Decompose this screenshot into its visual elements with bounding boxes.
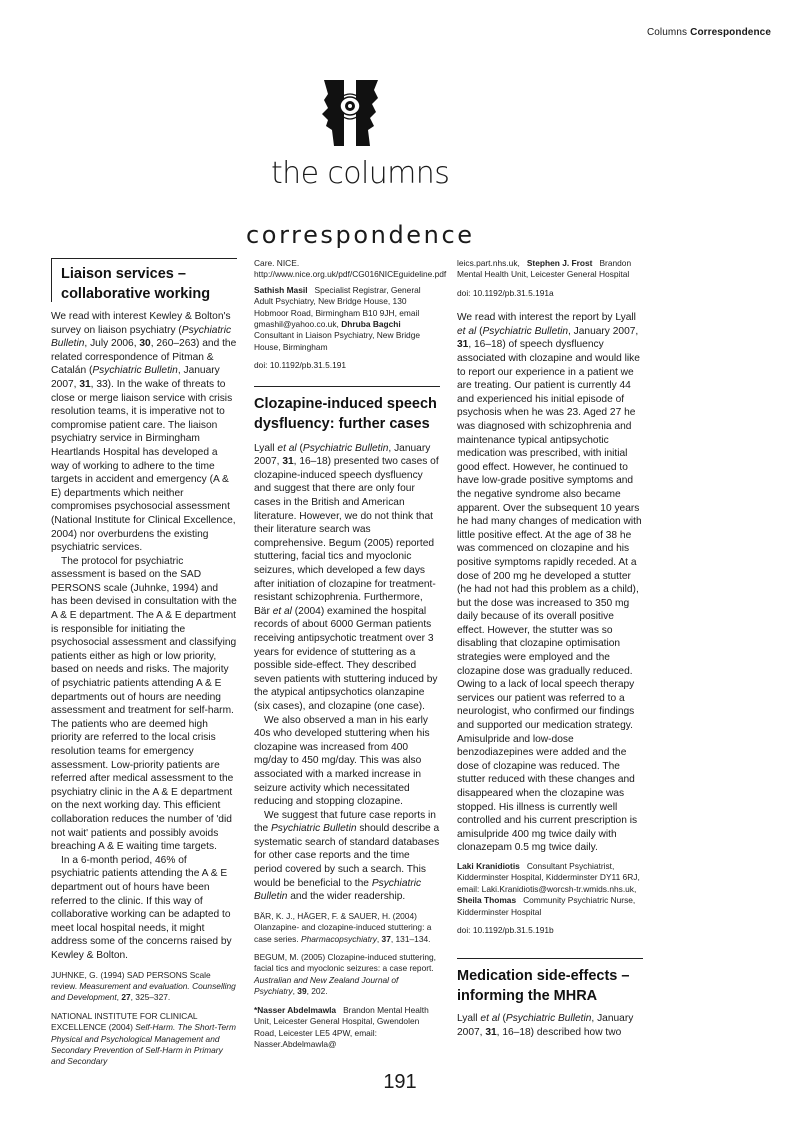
author-block: leics.part.nhs.uk, Stephen J. Frost Brandon Mental Health Unit, Leicester General Hospital — [457, 258, 632, 280]
paragraph: We also observed a man in his early 40s who developed stuttering when his clozapine was increased from 400 mg/day to 450 mg/day. This was also associated with a marked increase in seizure activity which necessitated reducing and stopping clozapine. — [254, 714, 430, 808]
running-head-section: Columns — [646, 27, 688, 38]
author-block: *Nasser Abdelmawla Brandon Mental Health Unit, Leicester General Hospital, Gwendolen Road, Leicester LE5 4PW, email: Nasser.Abdelmawla@ — [254, 1004, 429, 1049]
divider — [254, 386, 440, 387]
article-title-line2: collaborative working — [61, 286, 211, 302]
paragraph: Lyall et al (Psychiatric Bulletin, January 2007, 31, 16–18) presented two cases of clozapine-induced speech dysfluency and suggest that there are only four cases in the British and American literature. However, we do not think that their literature search was comprehensive. Begum (2005) reported stuttering, facial tics and myoclonic seizures, which developed a few days after initiation of clozapine for treatment-resistant schizophrenia. Furthermore, Bär et al (2004) examined the hospital records of about 6000 German patients receiving antipsychotic treatment over 3 years for evidence of stuttering as a possible side-effect. They described seven patients with stuttering induced by the atypical antipsychotics olanzapine (six cases), and clozapine (one case). — [254, 442, 439, 712]
doi: doi: 10.1192/pb.31.5.191 — [254, 360, 347, 371]
paragraph: We read with interest the report by Lyall et al (Psychiatric Bulletin, January 2007, 31, 16–18) of speech dysfluency associated with clozapine and would like to report our experience in a patient we are treating. Our patient is currently 44 and experienced his initial episode of psychosis when he was 23. Aged 27 he was diagnosed with schizophrenia and maintenance typical antipsychotic medication was prescribed, with initial good effect. However, he continued to have low-grade positive symptoms and the negative syndrome also became apparent. Over the subsequent 10 years he had many changes of medication with little positive effect. At the age of 38 he was commenced on clozapine and his positive symptoms rapidly receded. At a dose of 200 mg he developed a stutter (he had not had this problem as a child), but the dose was increased to 350 mg daily because of its overall positive effect. However, the stutter was so disabling that clozapine optimisation strategies were employed and the clozapine dose was gradually reduced. Owing to a lack of local speech therapy services our patient was referred to a neurologist, who confirmed our findings and supported our medication strategy. Amisulpride and low-dose benzodiazepines were added and the dose of clozapine was reduced. The stutter reduced with these changes and disappeared when the clozapine was stopped. His illness is currently well controlled and his current prescription is amisulpride 400 mg twice daily with clonazepam 0.5 mg twice daily. — [457, 312, 642, 854]
running-head-title: Correspondence — [690, 27, 771, 38]
reference-continued: Care. NICE. http://www.nice.org.uk/pdf/CG016NICEguideline.pdf — [254, 258, 447, 280]
author-block: Laki Kranidiotis Consultant Psychiatrist, Kidderminster Hospital, Kidderminster DY11 6RJ, email: Laki.Kranidiotis@worcsh-tr.wmids.nhs.uk, Sheila Thomas Community Psychiatric Nurse, Kidderminster Hospital — [457, 860, 640, 917]
article-title-line1: Clozapine-induced speech — [254, 395, 437, 412]
article-title-box — [51, 258, 237, 302]
running-head — [647, 27, 771, 38]
paragraph: In a 6-month period, 46% of psychiatric patients attending the A & E department out of hours have been referred to the clinic. If this way of collaborative working can be adapted to meet local hospital needs, it might address some of the concerns raised by Kewley & Bolton. — [51, 854, 232, 961]
page-number: 191 — [383, 1071, 417, 1093]
reference: BÄR, K. J., HÄGER, F. & SAUER, H. (2004) Olanzapine- and clozapine-induced stuttering: a case series. Pharmacopsychiatry, 37, 131–134. — [254, 910, 432, 944]
reference: BEGUM, M. (2005) Clozapine-induced stuttering, facial tics and myoclonic seizures: a case report. Australian and New Zealand Journal of Psychiatry, 39, 202. — [254, 952, 437, 997]
column-3 — [457, 258, 643, 1040]
paragraph: We suggest that future case reports in the Psychiatric Bulletin should describe a systematic search of standard databases for other case reports and the time period covered by such a search. This would be beneficial to the Psychiatric Bulletin and the wider readership. — [254, 809, 440, 903]
paragraph: The protocol for psychiatric assessment is based on the SAD PERSONS scale (Juhnke, 1994) and has been devised in consultation with the A & E department. The A & E department is responsible for initiating the psychosocial assessment and classifying patients either as high or low priority, based on needs and risks. The majority of psychiatric patients attending A & E departments out of hours are needing assessment and treatment for self-harm. The patients who are deemed high priority are referred to the local crisis resolution teams for emergency assessment. Low-priority patients are referred after medical assessment to the psychiatry clinic in the A & E department on the next working day. This efficient collaboration reduces the number of 'did not wait' patients and possibly avoids breaching A & E waiting time targets. — [51, 555, 237, 853]
divider — [457, 958, 643, 959]
author-block: Sathish Masil Specialist Registrar, General Adult Psychiatry, New Bridge House, 130 Hobmoor Road, Birmingham B10 9JH, email gmashil@yahoo.co.uk, Dhruba Bagchi Consultant in Liaison Psychiatry, New Bridge House, Birmingham — [254, 284, 421, 352]
column-2 — [254, 258, 447, 1050]
article-title-line2: informing the MHRA — [457, 988, 598, 1005]
reference: JUHNKE, G. (1994) SAD PERSONS Scale review. Measurement and evaluation. Counselling and Development, 27, 325–327. — [51, 969, 236, 1003]
section-title: the columns — [271, 156, 450, 191]
columns-logo-icon — [320, 80, 382, 146]
doi: doi: 10.1192/pb.31.5.191a — [457, 287, 554, 298]
reference: NATIONAL INSTITUTE FOR CLINICAL EXCELLENCE (2004) Self-Harm. The Short-Term Physical and Psychological Management and Secondary Prevention of Self-Harm in Primary and Secondary — [51, 1010, 236, 1067]
doi: doi: 10.1192/pb.31.5.191b — [457, 925, 554, 935]
article-title-line1: Liaison services – — [61, 266, 186, 282]
column-1 — [51, 258, 237, 1068]
paragraph: We read with interest Kewley & Bolton's survey on liaison psychiatry (Psychiatric Bulletin, July 2006, 30, 260–263) and the related correspondence of Pitman & Catalán (Psychiatric Bulletin, January 2007, 31, 33). In the wake of threats to close or merge liaison service with crisis resolution teams, it is imperative not to compromise patient care. The liaison psychiatry service in Birmingham Heartlands Hospital has developed a way of working to adhere to the time targets in accident and emergency (A & E) departments which neither compromises psychosocial assessment (National Institute for Clinical Excellence, 2004) nor overburdens the existing psychiatric services. — [51, 311, 237, 554]
section-subtitle: correspondence — [246, 221, 475, 249]
article-title-line1: Medication side-effects – — [457, 968, 630, 985]
article-title-line2: dysfluency: further cases — [254, 415, 430, 432]
paragraph: Lyall et al (Psychiatric Bulletin, January 2007, 31, 16–18) described how two — [457, 1013, 634, 1038]
